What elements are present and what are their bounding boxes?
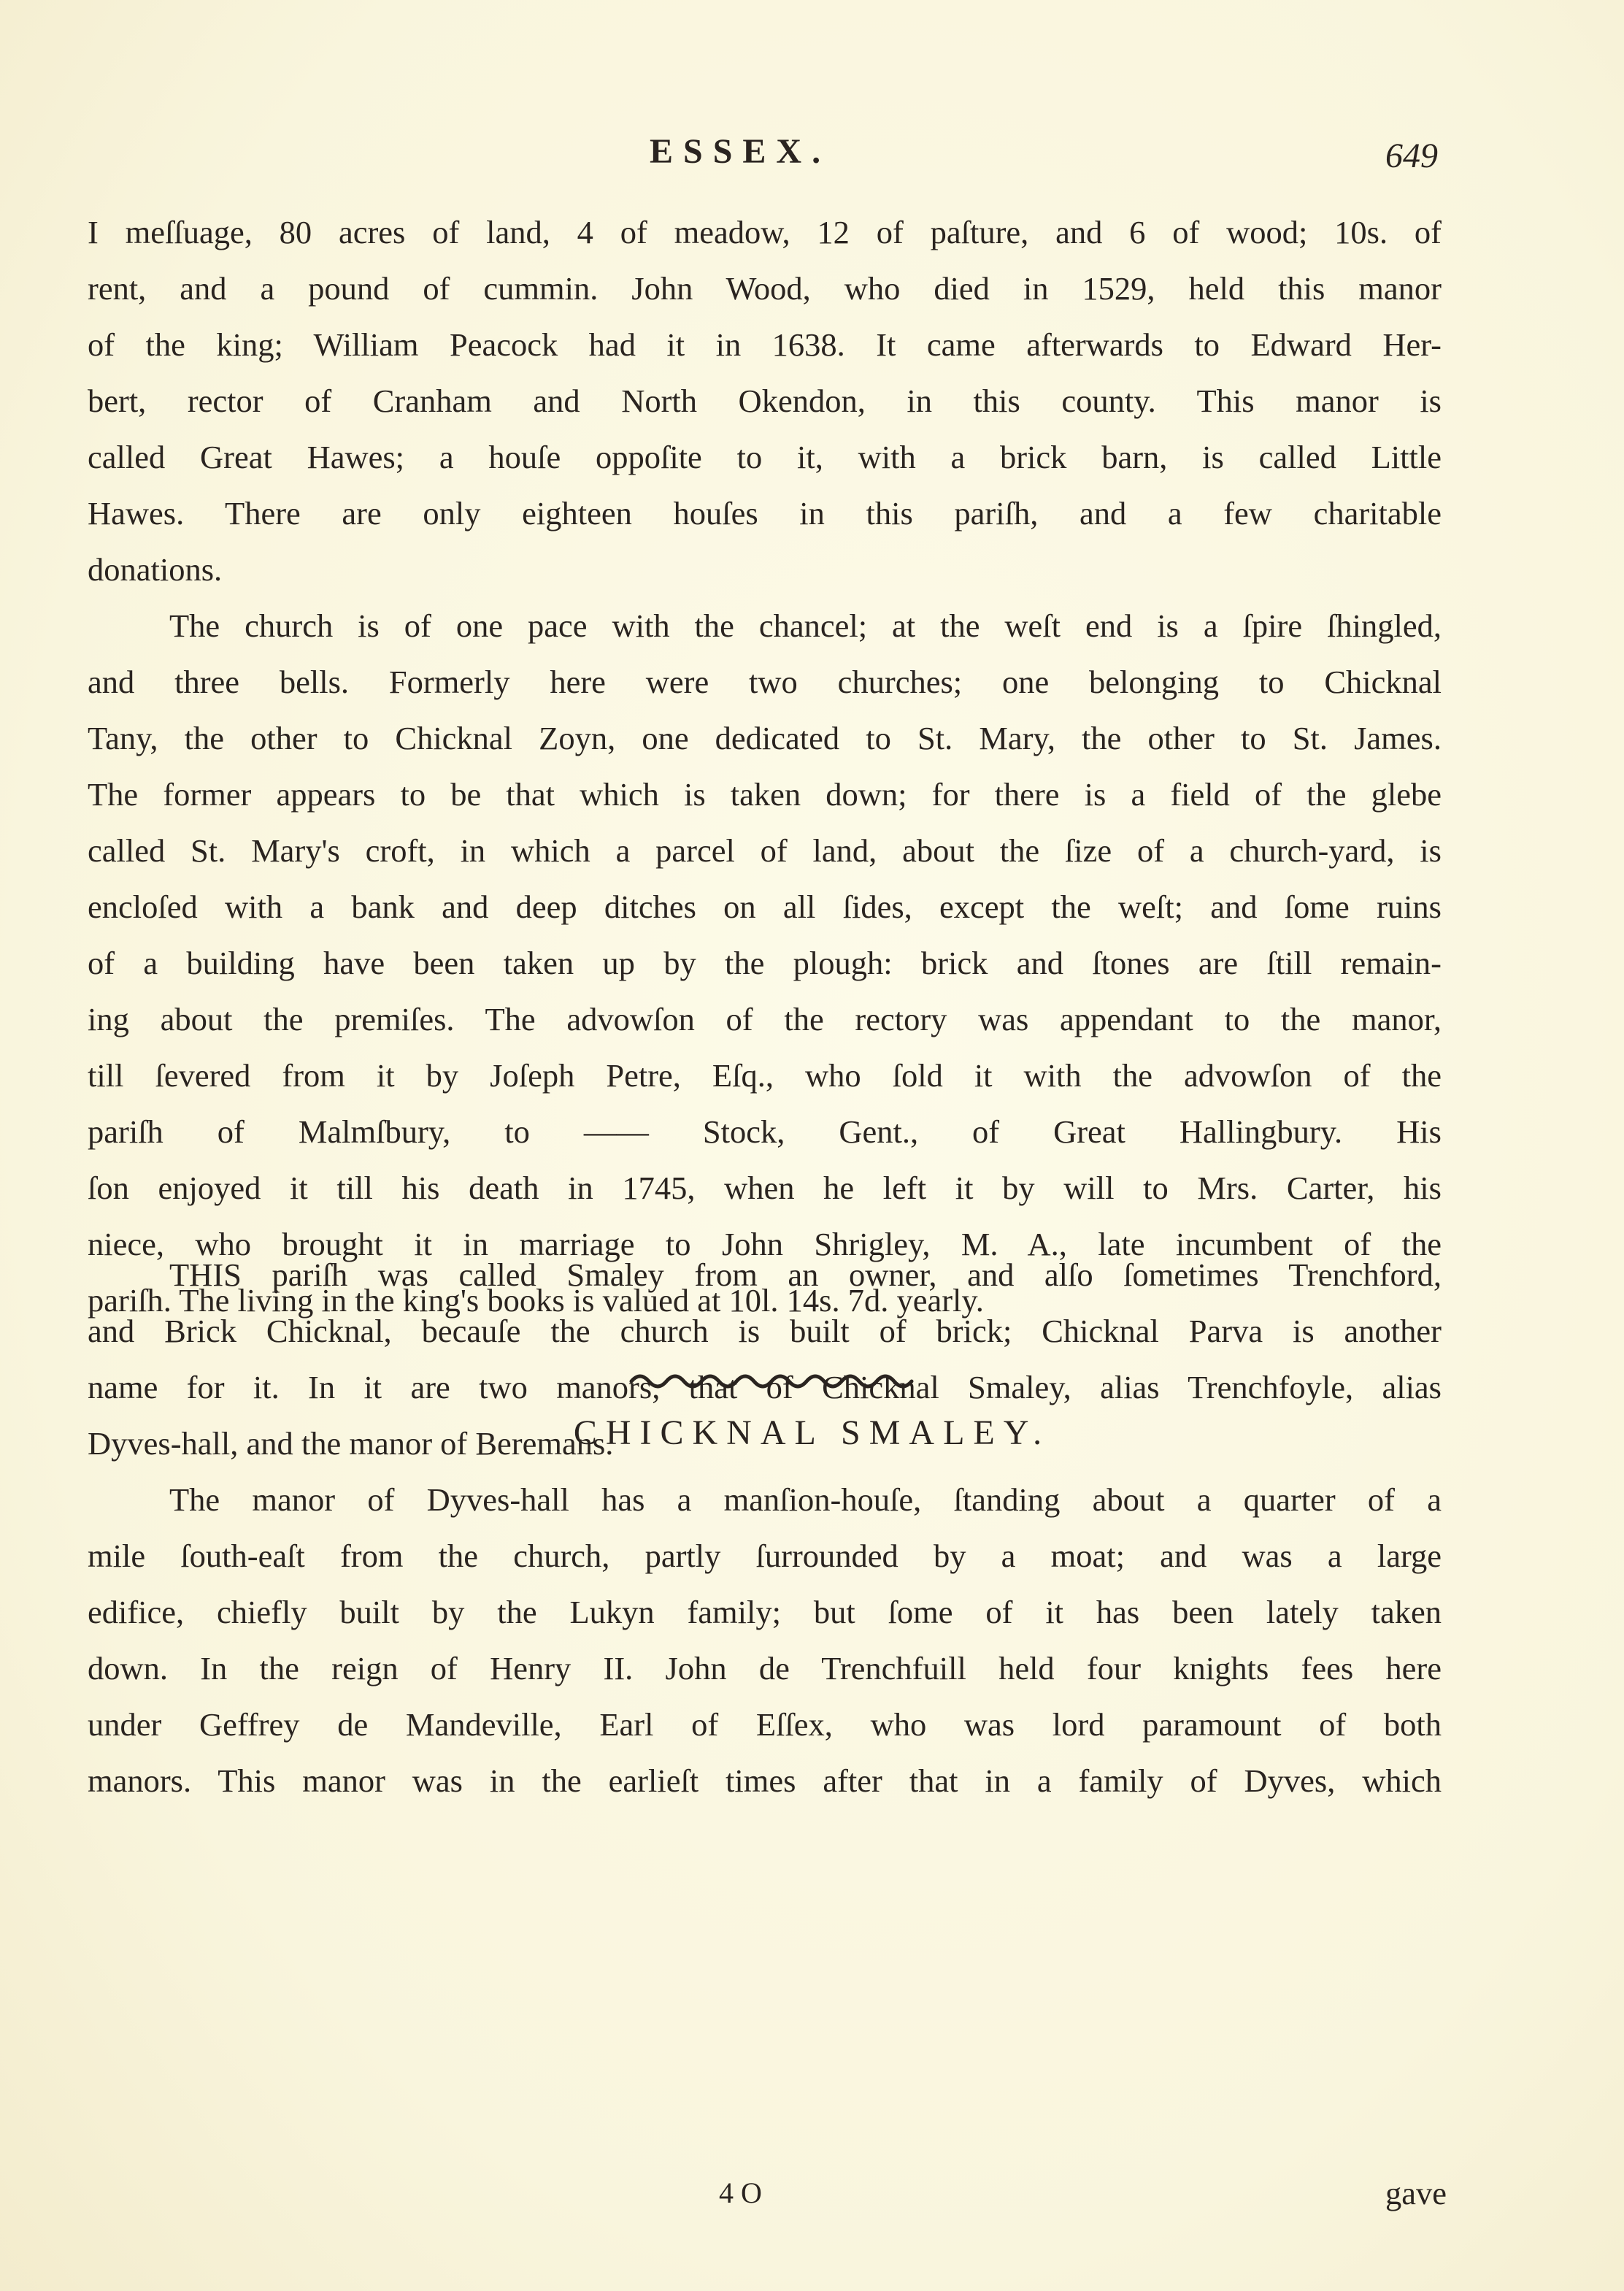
text-line: Hawes. There are only eighteen houſes in this pariſh, and a few charitable [88, 495, 1442, 532]
text-line: and Brick Chicknal, becauſe the church is built of brick; Chicknal Parva is another [88, 1313, 1442, 1349]
text-line: called St. Mary's croft, in which a parcel of land, about the ſize of a church-yard, is [88, 832, 1442, 869]
text-line: of a building have been taken up by the plough: brick and ſtones are ſtill remain- [88, 945, 1442, 981]
paragraph-dyves-hall [88, 1472, 1442, 1809]
signature-mark: 4 O [719, 2176, 762, 2209]
running-head [0, 131, 1624, 175]
text-line: mile ſouth-eaſt from the church, partly ſurrounded by a moat; and was a large [88, 1538, 1442, 1574]
text-line: niece, who brought it in marriage to John Shrigley, M. A., late incumbent of the [88, 1226, 1442, 1262]
text-line: under Geffrey de Mandeville, Earl of Eſſex, who was lord paramount of both [88, 1706, 1442, 1743]
text-line: THIS pariſh was called Smaley from an owner, and alſo ſometimes Trenchford, [169, 1256, 1442, 1293]
text-line: Dyves-hall, and the manor of Beremans. [88, 1425, 614, 1462]
catchword: gave [1385, 2175, 1447, 2211]
text-line: called Great Hawes; a houſe oppoſite to it, with a brick barn, is called Little [88, 439, 1442, 475]
text-line: pariſh. The living in the king's books is valued at 10l. 14s. 7d. yearly. [88, 1282, 984, 1319]
text-line: edifice, chiefly built by the Lukyn family; but ſome of it has been lately taken [88, 1594, 1442, 1630]
text-line: I meſſuage, 80 acres of land, 4 of meadow, 12 of paſture, and 6 of wood; 10s. of [88, 214, 1442, 250]
text-line: of the king; William Peacock had it in 1638. It came afterwards to Edward Her- [88, 326, 1442, 363]
text-line: and three bells. Formerly here were two churches; one belonging to Chicknal [88, 664, 1442, 700]
text-block-top [88, 204, 1442, 1329]
text-line: encloſed with a bank and deep ditches on all ſides, except the weſt; and ſome ruins [88, 889, 1442, 925]
text-line: till ſevered from it by Joſeph Petre, Eſq., who ſold it with the advowſon of the [88, 1057, 1442, 1094]
text-line: manors. This manor was in the earlieſt times after that in a family of Dyves, which [88, 1762, 1442, 1799]
text-line: The former appears to be that which is taken down; for there is a field of the glebe [88, 776, 1442, 813]
section-title: CHICKNAL SMALEY. [573, 1413, 1051, 1452]
text-line: ing about the premiſes. The advowſon of the rectory was appendant to the manor, [88, 1001, 1442, 1037]
page-number: 649 [1385, 137, 1438, 175]
text-line: pariſh of Malmſbury, to —— Stock, Gent., of Great Hallingbury. His [88, 1113, 1442, 1150]
paragraph-church [88, 598, 1442, 1329]
text-block-chicknal [88, 1247, 1442, 1809]
text-line: bert, rector of Cranham and North Okendon, in this county. This manor is [88, 383, 1442, 419]
text-line: donations. [88, 551, 223, 588]
text-line: name for it. In it are two manors, that of Chicknal Smaley, alias Trenchfoyle, alias [88, 1369, 1442, 1405]
text-line: ſon enjoyed it till his death in 1745, when he left it by will to Mrs. Carter, his [88, 1170, 1442, 1206]
paragraph-continued [88, 204, 1442, 598]
text-line: The church is of one pace with the chancel; at the weſt end is a ſpire ſhingled, [169, 607, 1442, 644]
paragraph-this-parish [88, 1247, 1442, 1472]
text-line: The manor of Dyves-hall has a manſion-houſe, ſtanding about a quarter of a [169, 1481, 1442, 1518]
text-line: Tany, the other to Chicknal Zoyn, one dedicated to St. Mary, the other to St. James. [88, 720, 1442, 756]
text-line: rent, and a pound of cummin. John Wood, who died in 1529, held this manor [88, 270, 1442, 307]
running-title: ESSEX. [650, 132, 831, 171]
text-line: down. In the reign of Henry II. John de Trenchfuill held four knights fees here [88, 1650, 1442, 1686]
